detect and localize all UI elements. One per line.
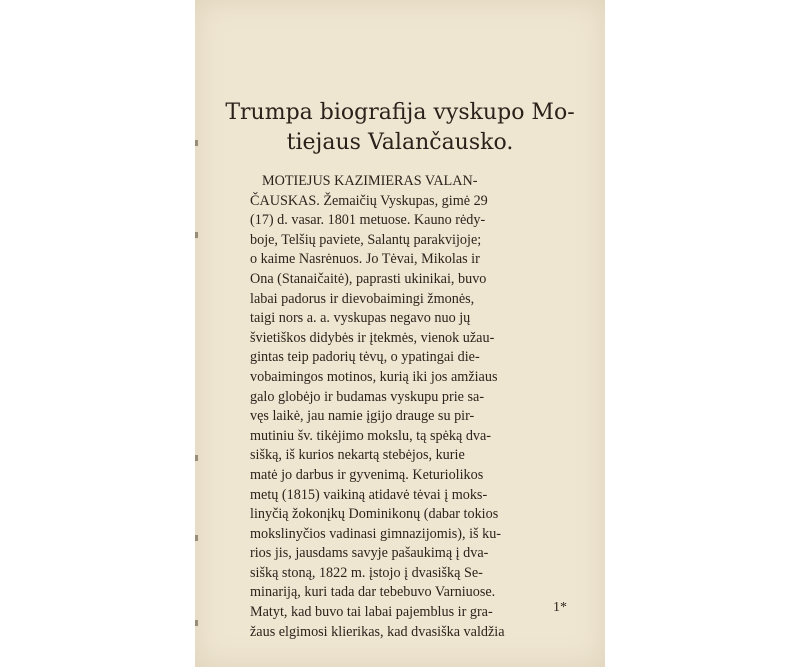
text-line: metų (1815) vaikiną atidavė tėvai į moks- [250, 486, 488, 503]
text-line: labai padorus ir dievobaimingi žmonės, [250, 290, 475, 307]
book-page [195, 0, 605, 667]
text-line: ČAUSKAS. Žemaičių Vyskupas, gimė 29 [250, 192, 488, 209]
text-line: mokslinyčios vadinasi gimnazijomis), iš ku- [250, 525, 502, 542]
text-line: švietiškos didybės ir įtekmės, vienok užau- [250, 329, 495, 346]
signature-mark: 1* [553, 600, 567, 615]
page-edge-mark [195, 620, 198, 626]
text-line: rios jis, jausdams savyje pašaukimą į dva- [250, 545, 489, 562]
biography-title [215, 98, 585, 158]
page-edge-mark [195, 455, 198, 461]
title-line: Trumpa biografija vyskupo Mo- [225, 100, 575, 125]
text-line: (17) d. vasar. 1801 metuose. Kauno rėdy- [250, 212, 486, 229]
text-line: Ona (Stanaičaitė), paprasti ukinikai, buvo [250, 270, 487, 287]
text-line: sišką, iš kurios nekartą stebėjos, kurie [250, 447, 465, 464]
page-edge-mark [195, 535, 198, 541]
page-edge-mark [195, 140, 198, 146]
text-line: linyčią žokonįkų Dominikonų (dabar tokios [250, 506, 499, 523]
text-line: boje, Telšių paviete, Salantų parakvijoje; [250, 231, 482, 248]
biography-text [250, 172, 580, 642]
text-line: mutiniu šv. tikėjimo mokslu, tą spėką dva- [250, 427, 492, 444]
text-line: žaus elgimosi klierikas, kad dvasiška valdžia [250, 623, 505, 640]
text-line: Matyt, kad buvo tai labai pajemblus ir gra- [250, 604, 493, 621]
text-line: matė jo darbus ir gyvenimą. Keturiolikos [250, 466, 484, 483]
text-line: vęs laikė, jau namie įgijo drauge su pir- [250, 408, 475, 425]
text-line: sišką stoną, 1822 m. įstojo į dvasišką Se- [250, 564, 483, 581]
text-line: MOTIEJUS KAZIMIERAS VALAN- [262, 173, 478, 189]
text-line: minariją, kuri tada dar tebebuvo Varniuose. [250, 584, 496, 601]
text-line: o kaime Nasrėnuos. Jo Tėvai, Mikolas ir [250, 251, 480, 268]
text-line: gintas teip padorių tėvų, o ypatingai die- [250, 349, 480, 366]
title-line: tiejaus Valančausko. [286, 130, 514, 155]
text-line: vobaimingos motinos, kurią iki jos amžiaus [250, 368, 498, 385]
page-edge-mark [195, 232, 198, 238]
text-line: taigi nors a. a. vyskupas negavo nuo jų [250, 310, 471, 327]
text-line: galo globėjo ir budamas vyskupu prie sa- [250, 388, 485, 405]
